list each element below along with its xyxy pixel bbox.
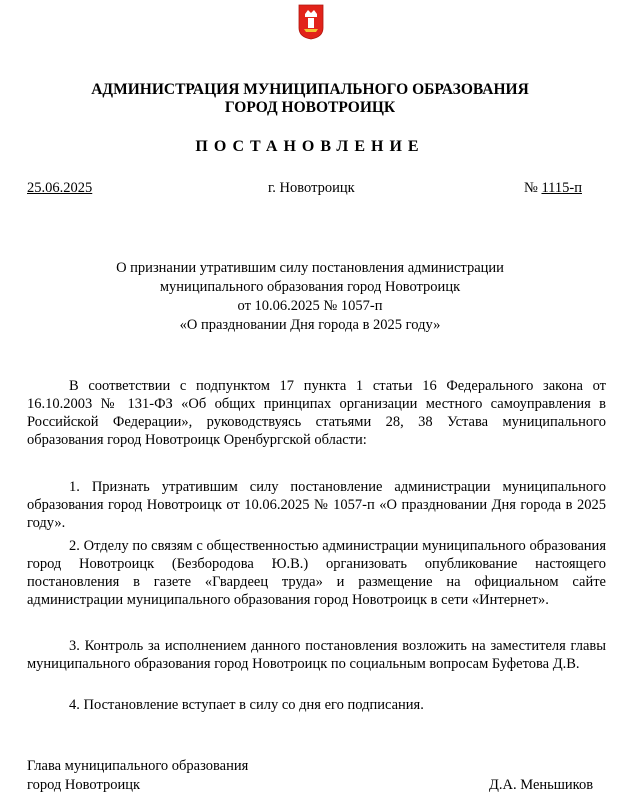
- organization-name-line2: ГОРОД НОВОТРОИЦК: [224, 99, 396, 116]
- coat-of-arms-icon: [298, 4, 324, 40]
- number-prefix: №: [524, 180, 538, 196]
- signatory-position-line1: Глава муниципального образования: [27, 758, 249, 774]
- preamble-block: [27, 377, 606, 449]
- title-line1: О признании утратившим силу постановления администрации: [116, 260, 504, 276]
- document-type-heading: ПОСТАНОВЛЕНИЕ: [195, 138, 425, 155]
- signatory-name: Д.А. Меньшиков: [489, 777, 594, 793]
- signatory-position-line2: город Новотроицк: [27, 777, 141, 793]
- clause-4: 4. Постановление вступает в силу со дня его подписания.: [69, 697, 424, 713]
- clause-2: 2. Отделу по связям с общественностью администрации муниципального образования город Новотроицк (Безбородова Ю.В.) организовать опубликование настоящего постановления в газете «Гвардеец труда» и размещение на официальном сайте администрации муниципального образования город Новотроицк в сети «Интернет».: [27, 538, 606, 609]
- title-line2: муниципального образования город Новотроицк: [159, 279, 461, 295]
- document-date: 25.06.2025: [27, 180, 93, 196]
- clause-1: 1. Признать утратившим силу постановление администрации муниципального образования город Новотроицк от 10.06.2025 № 1057-п «О праздновании Дня города в 2025 году».: [27, 479, 606, 532]
- title-line4: «О праздновании Дня города в 2025 году»: [179, 317, 441, 333]
- document-city: г. Новотроицк: [268, 180, 355, 196]
- preamble-paragraph: В соответствии с подпунктом 17 пункта 1 статьи 16 Федерального закона от 16.10.2003 № 131-ФЗ «Об общих принципах организации местного самоуправления в Российской Федерации», руководствуясь статьями 28, 38 Устава муниципального образования город Новотроицк Оренбургской области:: [27, 378, 606, 449]
- clause-3: 3. Контроль за исполнением данного постановления возложить на заместителя главы муниципального образования город Новотроицк по социальным вопросам Буфетова Д.В.: [27, 638, 606, 673]
- clause-3-block: [27, 637, 606, 673]
- clause-4-block: [27, 696, 606, 714]
- document-number: [524, 180, 582, 197]
- number-value: 1115-п: [541, 180, 582, 196]
- clause-2-block: [27, 537, 606, 609]
- clause-1-block: [27, 478, 606, 532]
- title-line3: от 10.06.2025 № 1057-п: [237, 298, 383, 314]
- organization-name-line1: АДМИНИСТРАЦИЯ МУНИЦИПАЛЬНОГО ОБРАЗОВАНИЯ: [91, 81, 529, 98]
